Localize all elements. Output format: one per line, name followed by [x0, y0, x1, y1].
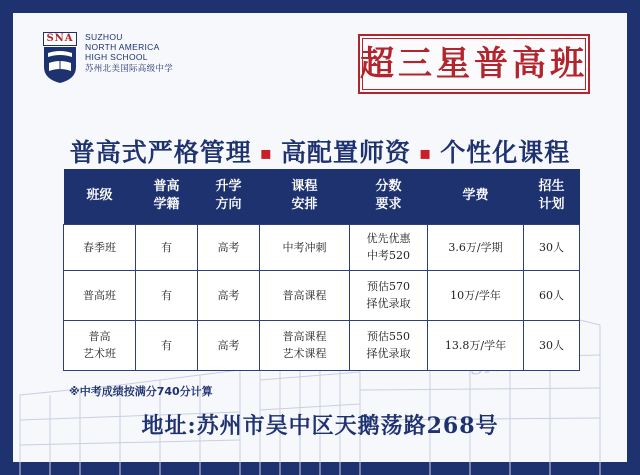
table-row [64, 224, 580, 270]
table-header-cell: 班级 [64, 169, 136, 224]
class-table [63, 169, 579, 371]
table-row [64, 270, 580, 320]
table-cell: 有 [136, 320, 198, 370]
school-name-line2: NORTH AMERICA [85, 42, 160, 52]
table-cell: 13.8万/学年 [428, 320, 524, 370]
title-badge-text: 超三星普高班 [360, 44, 588, 84]
headline [0, 133, 640, 169]
title-badge [358, 34, 590, 94]
headline-part1: 普高式严格管理 [69, 138, 252, 167]
table-header-cell: 普高 学籍 [136, 169, 198, 224]
score-note: ※中考成绩按满分740分计算 [69, 385, 213, 398]
table-cell: 普高课程 [260, 270, 350, 320]
table-header-cell: 学费 [428, 169, 524, 224]
school-name-line3: HIGH SCHOOL [85, 52, 148, 62]
table-cell: 预估570 择优录取 [350, 270, 428, 320]
school-name [85, 32, 173, 73]
table-header-cell: 升学 方向 [198, 169, 260, 224]
table-cell: 60人 [524, 270, 580, 320]
school-name-chinese: 苏州北美国际高级中学 [85, 63, 174, 73]
headline-part2: 高配置师资 [280, 138, 411, 167]
crest-shield-icon [43, 47, 77, 83]
table-cell: 中考冲刺 [260, 224, 350, 270]
table-cell: 普高课程 艺术课程 [260, 320, 350, 370]
school-address: 地址:苏州市吴中区天鹅荡路268号 [141, 413, 499, 439]
table-cell: 优先优惠 中考520 [350, 224, 428, 270]
table-cell: 高考 [198, 224, 260, 270]
table-cell: 春季班 [64, 224, 136, 270]
table-row [64, 320, 580, 370]
table-cell: 3.6万/学期 [428, 224, 524, 270]
table-cell: 有 [136, 270, 198, 320]
table-header-cell: 分数 要求 [350, 169, 428, 224]
table-cell: 30人 [524, 224, 580, 270]
headline-part3: 个性化课程 [440, 138, 571, 167]
table-cell: 预估550 择优录取 [350, 320, 428, 370]
headline-separator: ▪ [259, 143, 273, 164]
school-crest [43, 32, 77, 84]
table-header-cell: 招生 计划 [524, 169, 580, 224]
table-cell: 普高班 [64, 270, 136, 320]
table-cell: 高考 [198, 320, 260, 370]
crest-mark: SNA [43, 32, 77, 46]
school-name-line1: SUZHOU [85, 32, 123, 42]
table-cell: 有 [136, 224, 198, 270]
table-cell: 30人 [524, 320, 580, 370]
table-header-cell: 课程 安排 [260, 169, 350, 224]
table-cell: 高考 [198, 270, 260, 320]
school-logo [43, 32, 173, 84]
table-cell: 10万/学年 [428, 270, 524, 320]
table-cell: 普高 艺术班 [64, 320, 136, 370]
headline-separator: ▪ [419, 143, 433, 164]
table-header-row [64, 169, 580, 224]
